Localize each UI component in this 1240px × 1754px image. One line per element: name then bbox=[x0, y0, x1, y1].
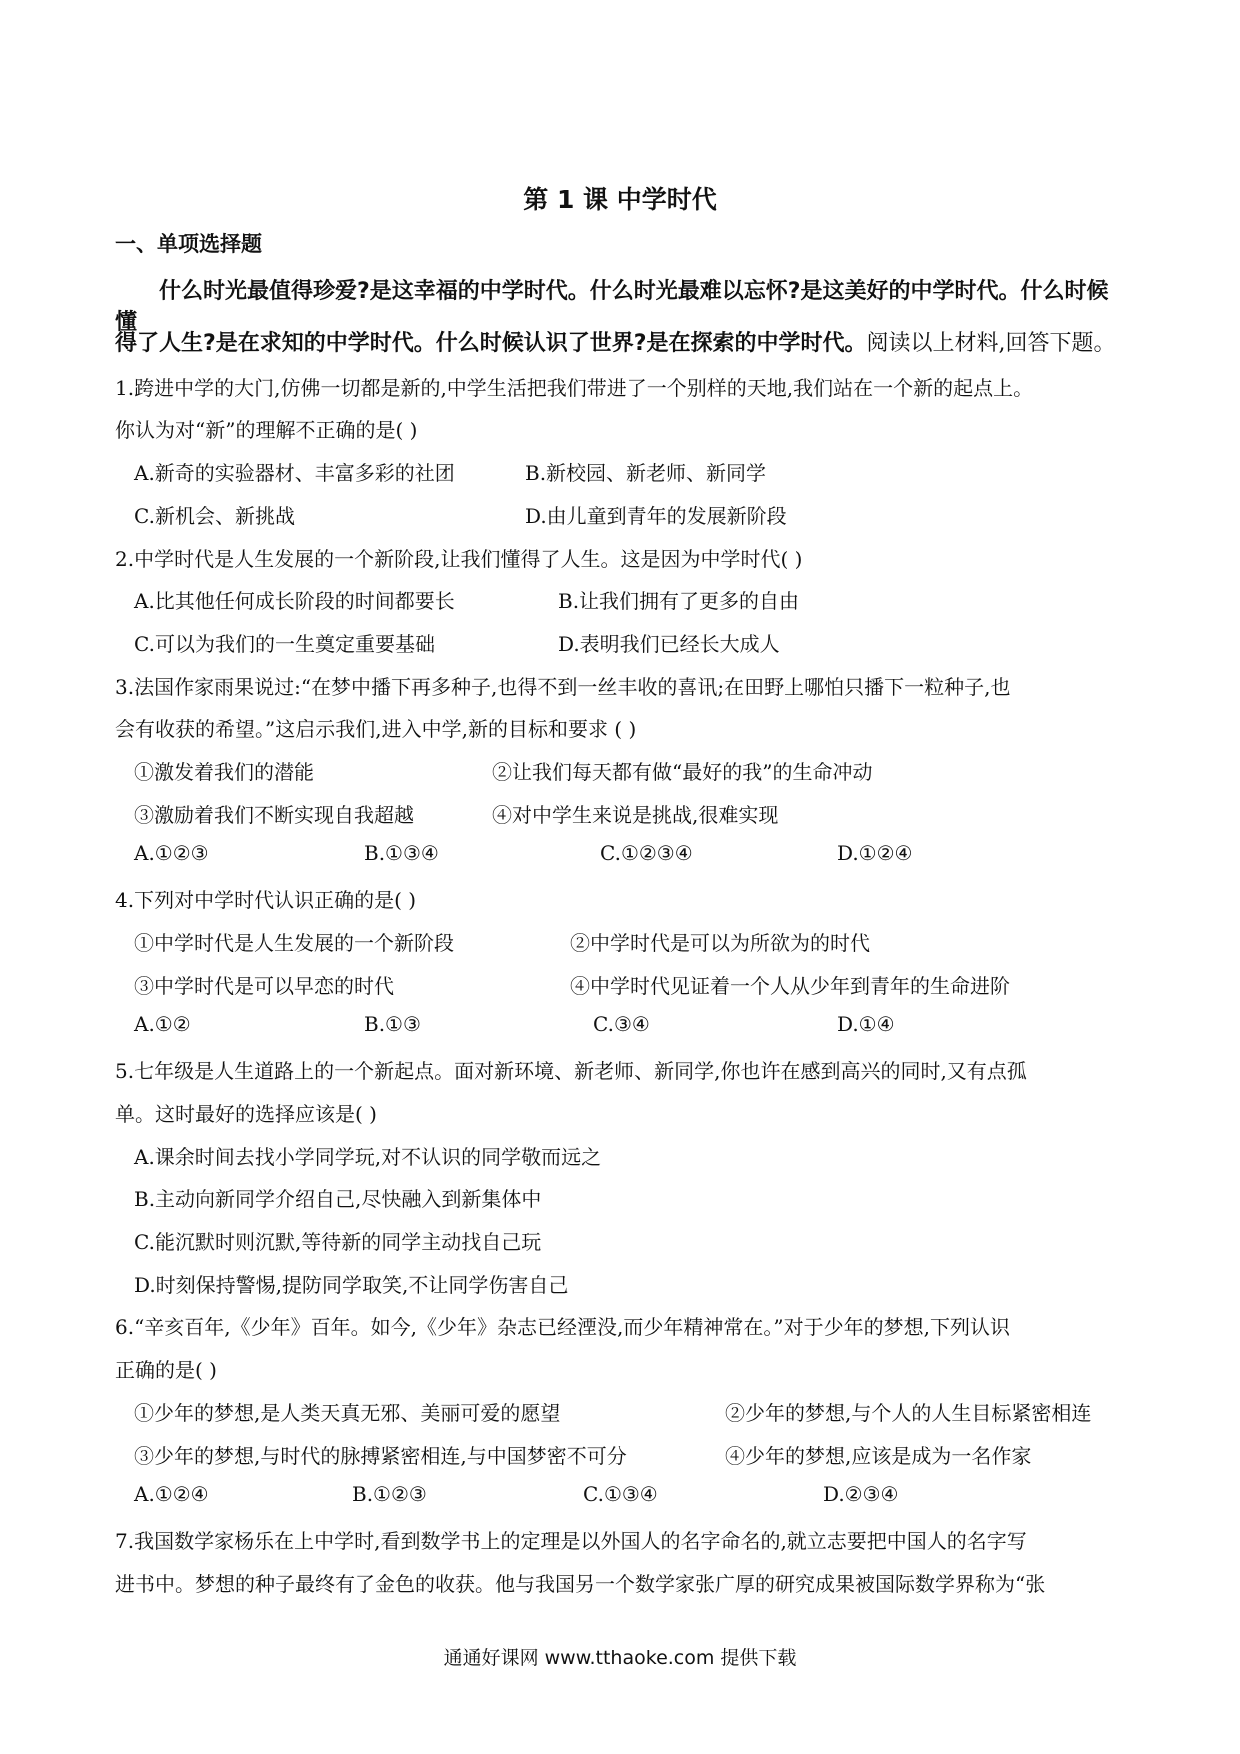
footer-download-note: 通通好课网 www.tthaoke.com 提供下载 bbox=[443, 1647, 797, 1669]
q3-option-d: D.①②④ bbox=[837, 841, 913, 865]
q3-option-a: A.①②③ bbox=[134, 841, 209, 865]
q4-option-b: B.①③ bbox=[364, 1012, 421, 1036]
q4-option-c: C.③④ bbox=[593, 1012, 650, 1036]
intro-text-2-rest: 阅读以上材料,回答下题。 bbox=[866, 331, 1116, 356]
q6-statement-3: ③少年的梦想,与时代的脉搏紧密相连,与中国梦密不可分 bbox=[134, 1444, 627, 1468]
q6-stem-1: 6.“辛亥百年,《少年》百年。如今,《少年》杂志已经湮没,而少年精神常在。”对于少年的梦想,下列认识 bbox=[115, 1315, 1010, 1339]
q5-stem-1: 5.七年级是人生道路上的一个新起点。面对新环境、新老师、新同学,你也许在感到高兴的同时,又有点孤 bbox=[115, 1059, 1027, 1083]
q6-option-c: C.①③④ bbox=[583, 1482, 658, 1506]
q6-stem-2: 正确的是( ) bbox=[115, 1358, 217, 1382]
q1-option-a: A.新奇的实验器材、丰富多彩的社团 bbox=[134, 461, 455, 485]
q4-statement-4: ④中学时代见证着一个人从少年到青年的生命进阶 bbox=[570, 974, 1010, 998]
q3-option-b: B.①③④ bbox=[364, 841, 439, 865]
q6-option-a: A.①②④ bbox=[134, 1482, 209, 1506]
q1-stem-1: 1.跨进中学的大门,仿佛一切都是新的,中学生活把我们带进了一个别样的天地,我们站在一个新的起点上。 bbox=[115, 376, 1034, 400]
q3-statement-1: ①激发着我们的潜能 bbox=[134, 760, 314, 784]
q5-option-d: D.时刻保持警惕,提防同学取笑,不让同学伤害自己 bbox=[134, 1273, 569, 1297]
q3-statement-4: ④对中学生来说是挑战,很难实现 bbox=[492, 803, 779, 827]
q6-option-b: B.①②③ bbox=[352, 1482, 427, 1506]
q6-statement-2: ②少年的梦想,与个人的人生目标紧密相连 bbox=[725, 1401, 1092, 1425]
q3-stem-2: 会有收获的希望。”这启示我们,进入中学,新的目标和要求 ( ) bbox=[115, 717, 637, 741]
q4-statement-2: ②中学时代是可以为所欲为的时代 bbox=[570, 931, 870, 955]
q6-statement-1: ①少年的梦想,是人类天真无邪、美丽可爱的愿望 bbox=[134, 1401, 561, 1425]
q7-stem-2: 进书中。梦想的种子最终有了金色的收获。他与我国另一个数学家张广厚的研究成果被国际数学界称为“张 bbox=[115, 1572, 1046, 1596]
q1-option-d: D.由儿童到青年的发展新阶段 bbox=[525, 504, 787, 528]
q5-option-a: A.课余时间去找小学同学玩,对不认识的同学敬而远之 bbox=[134, 1145, 602, 1169]
q2-stem-1: 2.中学时代是人生发展的一个新阶段,让我们懂得了人生。这是因为中学时代( ) bbox=[115, 547, 803, 571]
intro-text-1: 什么时光最值得珍爱?是这幸福的中学时代。什么时光最难以忘怀?是这美好的中学时代。什么时候懂 bbox=[115, 279, 1109, 335]
q4-statement-1: ①中学时代是人生发展的一个新阶段 bbox=[134, 931, 454, 955]
q4-statement-3: ③中学时代是可以早恋的时代 bbox=[134, 974, 394, 998]
q5-option-c: C.能沉默时则沉默,等待新的同学主动找自己玩 bbox=[134, 1230, 542, 1254]
q2-option-b: B.让我们拥有了更多的自由 bbox=[558, 589, 800, 613]
q1-option-b: B.新校园、新老师、新同学 bbox=[525, 461, 767, 485]
q3-statement-3: ③激励着我们不断实现自我超越 bbox=[134, 803, 414, 827]
q2-option-d: D.表明我们已经长大成人 bbox=[558, 632, 780, 656]
q1-stem-2: 你认为对“新”的理解不正确的是( ) bbox=[115, 418, 418, 442]
q5-option-b: B.主动向新同学介绍自己,尽快融入到新集体中 bbox=[134, 1187, 542, 1211]
q3-statement-2: ②让我们每天都有做“最好的我”的生命冲动 bbox=[492, 760, 873, 784]
q4-option-a: A.①② bbox=[134, 1012, 191, 1036]
q3-option-c: C.①②③④ bbox=[600, 841, 693, 865]
intro-text-2-bold: 得了人生?是在求知的中学时代。什么时候认识了世界?是在探索的中学时代。 bbox=[115, 331, 867, 356]
q2-option-a: A.比其他任何成长阶段的时间都要长 bbox=[134, 589, 455, 613]
q1-option-c: C.新机会、新挑战 bbox=[134, 504, 295, 528]
q6-option-d: D.②③④ bbox=[823, 1482, 899, 1506]
q4-option-d: D.①④ bbox=[837, 1012, 895, 1036]
intro-line-2 bbox=[115, 326, 1130, 357]
q5-stem-2: 单。这时最好的选择应该是( ) bbox=[115, 1102, 377, 1126]
q6-statement-4: ④少年的梦想,应该是成为一名作家 bbox=[725, 1444, 1032, 1468]
q2-option-c: C.可以为我们的一生奠定重要基础 bbox=[134, 632, 435, 656]
q4-stem-1: 4.下列对中学时代认识正确的是( ) bbox=[115, 888, 417, 912]
page-title: 第 1 课 中学时代 bbox=[523, 185, 717, 214]
q3-stem-1: 3.法国作家雨果说过:“在梦中播下再多种子,也得不到一丝丰收的喜讯;在田野上哪怕只播下一粒种子,也 bbox=[115, 675, 1011, 699]
q7-stem-1: 7.我国数学家杨乐在上中学时,看到数学书上的定理是以外国人的名字命名的,就立志要把中国人的名字写 bbox=[115, 1529, 1027, 1553]
section-heading: 一、单项选择题 bbox=[115, 232, 262, 256]
